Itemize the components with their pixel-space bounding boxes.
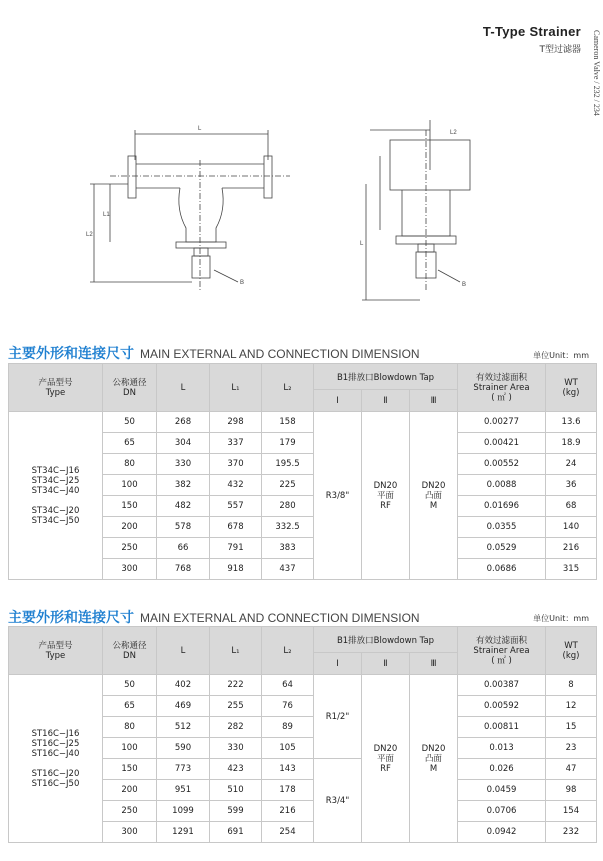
cell-blowdown-i: R3/4" [314,759,362,843]
col-header-l1: L₁ [210,627,262,675]
cell-l2: 437 [262,559,314,580]
cell-dn: 250 [103,538,157,559]
cell-l1: 282 [210,717,262,738]
cell-l: 512 [157,717,210,738]
col-header-blowdown-iii: Ⅲ [410,653,458,675]
cell-l1: 330 [210,738,262,759]
cell-l: 1099 [157,801,210,822]
col-header-l2: L₂ [262,364,314,412]
cell-l1: 222 [210,675,262,696]
type-models: ST16C−J16 ST16C−J25 ST16C−J40 ST16C−J20 ST16C−J50 [9,675,103,843]
dim-label-b: B [240,280,245,286]
cell-l1: 432 [210,475,262,496]
cell-area: 0.0088 [458,475,546,496]
side-caption: Cameron Valve / 232 / 234 [592,30,601,116]
cell-area: 0.00387 [458,675,546,696]
side-label-l2: L2 [450,130,457,136]
col-header-type: 产品型号 Type [9,627,103,675]
cell-area: 0.01696 [458,496,546,517]
cell-wt: 216 [546,538,597,559]
cell-dn: 65 [103,433,157,454]
page-subtitle: T型过滤器 [539,45,581,55]
cell-area: 0.0529 [458,538,546,559]
cell-dn: 150 [103,759,157,780]
cell-l: 773 [157,759,210,780]
cell-blowdown-i: R3/8" [314,412,362,580]
cell-wt: 140 [546,517,597,538]
cell-l1: 599 [210,801,262,822]
col-header-blowdown-iii: Ⅲ [410,390,458,412]
section-title-cn: 主要外形和连接尺寸 [8,610,134,626]
col-header-area: 有效过滤面积 Strainer Area ( ㎡ ) [458,627,546,675]
cell-l: 66 [157,538,210,559]
cell-l2: 216 [262,801,314,822]
cell-l: 1291 [157,822,210,843]
cell-dn: 80 [103,454,157,475]
cell-dn: 200 [103,517,157,538]
cell-l1: 678 [210,517,262,538]
cell-dn: 100 [103,738,157,759]
col-header-wt: WT (kg) [546,627,597,675]
cell-dn: 300 [103,559,157,580]
cell-dn: 100 [103,475,157,496]
section-title [8,607,420,627]
cell-wt: 23 [546,738,597,759]
cell-l1: 557 [210,496,262,517]
cell-area: 0.00811 [458,717,546,738]
section-title-en: MAIN EXTERNAL AND CONNECTION DIMENSION [140,611,420,625]
col-header-dn: 公称通径 DN [103,627,157,675]
cell-l2: 105 [262,738,314,759]
dim-label-l1: L1 [103,212,110,218]
cell-l: 951 [157,780,210,801]
cell-dn: 300 [103,822,157,843]
cell-l2: 178 [262,780,314,801]
cell-l: 268 [157,412,210,433]
col-header-type: 产品型号 Type [9,364,103,412]
unit-note: 单位Unit：mm [533,351,589,360]
cell-area: 0.0706 [458,801,546,822]
cell-l: 768 [157,559,210,580]
dim-label-l: L [198,126,202,132]
cell-area: 0.0686 [458,559,546,580]
cell-l1: 370 [210,454,262,475]
cell-l: 469 [157,696,210,717]
col-header-blowdown-i: Ⅰ [314,390,362,412]
cell-l2: 143 [262,759,314,780]
cell-l1: 918 [210,559,262,580]
cell-l2: 280 [262,496,314,517]
cell-wt: 315 [546,559,597,580]
col-header-blowdown-ii: Ⅱ [362,653,410,675]
col-header-blowdown-i: Ⅰ [314,653,362,675]
cell-area: 0.00421 [458,433,546,454]
col-header-blowdown: B1排放口Blowdown Tap [314,364,458,390]
cell-blowdown-ii: DN20 平面 RF [362,675,410,843]
side-label-b: B [462,282,467,288]
cell-wt: 68 [546,496,597,517]
col-header-blowdown: B1排放口Blowdown Tap [314,627,458,653]
cell-wt: 18.9 [546,433,597,454]
cell-blowdown-iii: DN20 凸面 M [410,675,458,843]
cell-l2: 179 [262,433,314,454]
cell-l: 402 [157,675,210,696]
col-header-blowdown-ii: Ⅱ [362,390,410,412]
cell-area: 0.013 [458,738,546,759]
cell-wt: 47 [546,759,597,780]
cell-l: 382 [157,475,210,496]
cell-area: 0.0942 [458,822,546,843]
cell-wt: 36 [546,475,597,496]
cell-l2: 76 [262,696,314,717]
cell-dn: 200 [103,780,157,801]
dimension-table [8,626,597,843]
cell-l1: 337 [210,433,262,454]
cell-l1: 691 [210,822,262,843]
section-title-cn: 主要外形和连接尺寸 [8,346,134,362]
col-header-l: L [157,364,210,412]
cell-l: 590 [157,738,210,759]
cell-blowdown-iii: DN20 凸面 M [410,412,458,580]
col-header-area: 有效过滤面积 Strainer Area ( ㎡ ) [458,364,546,412]
cell-l2: 195.5 [262,454,314,475]
cell-l2: 89 [262,717,314,738]
cell-area: 0.00592 [458,696,546,717]
cell-area: 0.026 [458,759,546,780]
dimension-table [8,363,597,580]
cell-l: 330 [157,454,210,475]
cell-l1: 423 [210,759,262,780]
section-title [8,343,420,363]
cell-area: 0.00277 [458,412,546,433]
section-title-en: MAIN EXTERNAL AND CONNECTION DIMENSION [140,347,420,361]
cell-wt: 8 [546,675,597,696]
col-header-l1: L₁ [210,364,262,412]
cell-l: 578 [157,517,210,538]
cell-l2: 332.5 [262,517,314,538]
strainer-drawing [0,60,603,330]
cell-wt: 12 [546,696,597,717]
col-header-l: L [157,627,210,675]
table-row [9,675,597,696]
cell-dn: 50 [103,675,157,696]
dim-label-l2: L2 [86,232,93,238]
cell-wt: 15 [546,717,597,738]
cell-blowdown-ii: DN20 平面 RF [362,412,410,580]
type-models: ST34C−J16 ST34C−J25 ST34C−J40 ST34C−J20 ST34C−J50 [9,412,103,580]
cell-wt: 13.6 [546,412,597,433]
cell-blowdown-i: R1/2" [314,675,362,759]
cell-l1: 510 [210,780,262,801]
front-view [90,130,290,290]
cell-l1: 298 [210,412,262,433]
cell-area: 0.0459 [458,780,546,801]
unit-note: 单位Unit：mm [533,614,589,623]
side-label-l: L [360,241,364,247]
cell-dn: 65 [103,696,157,717]
cell-l: 304 [157,433,210,454]
cell-area: 0.00552 [458,454,546,475]
cell-wt: 154 [546,801,597,822]
cell-wt: 24 [546,454,597,475]
cell-l2: 64 [262,675,314,696]
cell-dn: 80 [103,717,157,738]
page-title: T-Type Strainer [482,24,581,39]
cell-wt: 232 [546,822,597,843]
col-header-dn: 公称通径 DN [103,364,157,412]
table-row [9,412,597,433]
col-header-wt: WT (kg) [546,364,597,412]
cell-dn: 150 [103,496,157,517]
col-header-l2: L₂ [262,627,314,675]
cell-wt: 98 [546,780,597,801]
cell-l1: 255 [210,696,262,717]
cell-l2: 158 [262,412,314,433]
cell-dn: 250 [103,801,157,822]
cell-l2: 225 [262,475,314,496]
cell-area: 0.0355 [458,517,546,538]
cell-l1: 791 [210,538,262,559]
cell-l: 482 [157,496,210,517]
cell-l2: 383 [262,538,314,559]
side-view [362,120,470,300]
cell-dn: 50 [103,412,157,433]
cell-l2: 254 [262,822,314,843]
